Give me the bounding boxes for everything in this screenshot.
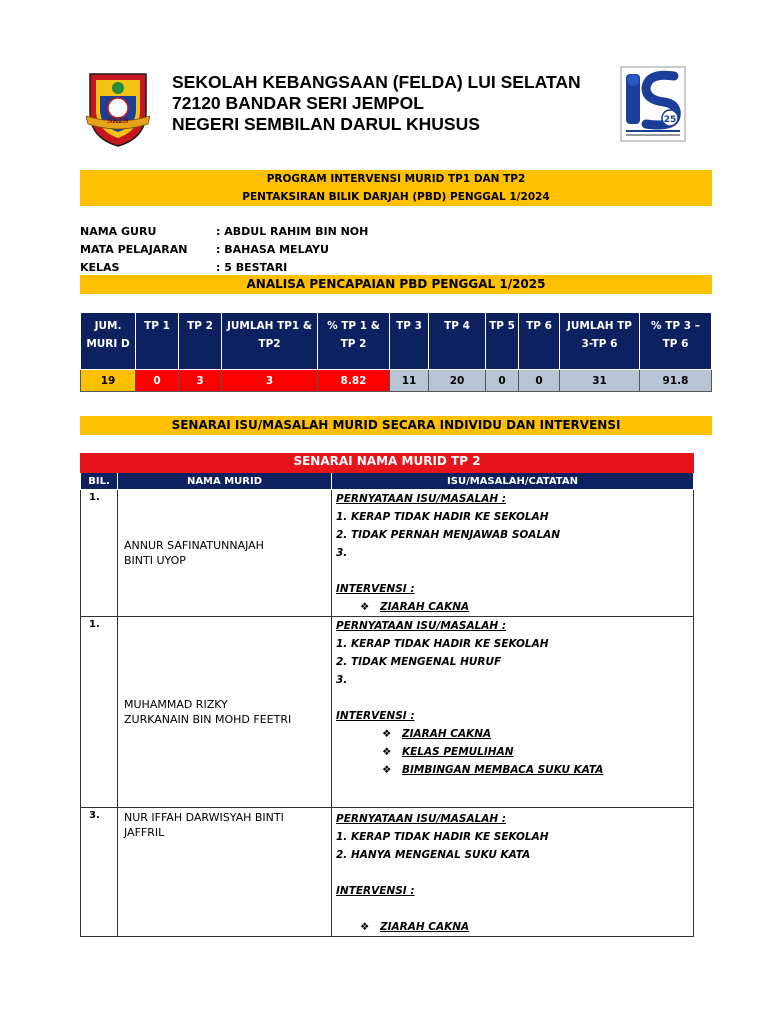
header-jum-murid: JUM. MURI D xyxy=(81,313,136,370)
student-name-line1: ANNUR SAFINATUNNAJAH xyxy=(124,539,264,552)
value-jumlah-tp3-tp6: 31 xyxy=(560,370,640,392)
value-percent-tp3-tp6: 91.8 xyxy=(640,370,712,392)
diamond-bullet-icon: ❖ xyxy=(360,921,370,933)
intervention-item xyxy=(336,725,693,743)
header-tp4: TP 4 xyxy=(429,313,486,370)
program-banner xyxy=(80,170,712,206)
value-percent-tp1-tp2: 8.82 xyxy=(318,370,390,392)
class-value: : 5 BESTARI xyxy=(216,261,288,274)
issue-heading: PERNYATAAN ISU/MASALAH : xyxy=(336,493,507,505)
header-tp2: TP 2 xyxy=(179,313,222,370)
crest-text: SKLS xyxy=(107,116,129,125)
diamond-bullet-icon: ❖ xyxy=(382,728,392,740)
program-subtitle: PENTAKSIRAN BILIK DARJAH (PBD) PENGGAL 1/2024 xyxy=(242,191,550,203)
student-table-header-row xyxy=(81,473,694,490)
table-row xyxy=(81,808,694,937)
spacer xyxy=(336,900,693,918)
intervention-text: ZIARAH CAKNA xyxy=(380,601,470,613)
spacer xyxy=(336,689,693,707)
school-crest-icon xyxy=(86,68,150,148)
student-table xyxy=(80,453,694,937)
intervention-text: ZIARAH CAKNA xyxy=(380,921,470,933)
value-tp4: 20 xyxy=(429,370,486,392)
row-bil: 1. xyxy=(81,490,118,617)
value-tp1: 0 xyxy=(136,370,179,392)
intervention-item xyxy=(336,761,693,779)
school-address-line: 72120 BANDAR SERI JEMPOL xyxy=(172,93,424,113)
issue-item: 1. KERAP TIDAK HADIR KE SEKOLAH xyxy=(336,638,549,650)
student-issues xyxy=(332,490,694,617)
issue-item: 2. HANYA MENGENAL SUKU KATA xyxy=(336,849,531,861)
student-table-title: SENARAI NAMA MURID TP 2 xyxy=(81,454,694,473)
subject-label: MATA PELAJARAN xyxy=(80,243,188,256)
student-issues xyxy=(332,617,694,808)
value-tp2: 3 xyxy=(179,370,222,392)
header-nama-murid: NAMA MURID xyxy=(118,473,332,490)
issue-item: 1. KERAP TIDAK HADIR KE SEKOLAH xyxy=(336,831,549,843)
header-tp1: TP 1 xyxy=(136,313,179,370)
teacher-value: : ABDUL RAHIM BIN NOH xyxy=(216,225,369,238)
student-name xyxy=(118,490,332,617)
issue-item: 1. KERAP TIDAK HADIR KE SEKOLAH xyxy=(336,511,549,523)
school-name xyxy=(172,72,581,135)
header-tp5: TP 5 xyxy=(486,313,519,370)
student-name-line2: JAFFRIL xyxy=(124,826,165,839)
spacer xyxy=(336,562,693,580)
school-name-line1: SEKOLAH KEBANGSAAN (FELDA) LUI SELATAN xyxy=(172,72,581,92)
teacher-row xyxy=(80,223,368,241)
class-info xyxy=(80,223,368,277)
student-name-line2: BINTI UYOP xyxy=(124,554,186,567)
header-bil: BIL. xyxy=(81,473,118,490)
issue-item: 2. TIDAK MENGENAL HURUF xyxy=(336,656,502,668)
intervention-heading: INTERVENSI : xyxy=(336,710,415,722)
issue-heading: PERNYATAAN ISU/MASALAH : xyxy=(336,620,507,632)
achievement-header-row xyxy=(81,313,712,370)
achievement-table xyxy=(80,312,712,392)
value-jumlah-tp1-tp2: 3 xyxy=(222,370,318,392)
value-tp3: 11 xyxy=(390,370,429,392)
issue-item: 3. xyxy=(336,547,348,559)
student-name xyxy=(118,617,332,808)
diamond-bullet-icon: ❖ xyxy=(360,601,370,613)
diamond-bullet-icon: ❖ xyxy=(382,764,392,776)
student-name xyxy=(118,808,332,937)
intervention-item xyxy=(336,598,693,616)
intervention-text: BIMBINGAN MEMBACA SUKU KATA xyxy=(402,764,604,776)
intervention-item xyxy=(336,918,693,936)
issue-item: 2. TIDAK PERNAH MENJAWAB SOALAN xyxy=(336,529,561,541)
table-row xyxy=(81,617,694,808)
spacer xyxy=(336,864,693,882)
value-tp5: 0 xyxy=(486,370,519,392)
issue-heading: PERNYATAAN ISU/MASALAH : xyxy=(336,813,507,825)
intervention-text: KELAS PEMULIHAN xyxy=(402,746,514,758)
analysis-title: ANALISA PENCAPAIAN PBD PENGGAL 1/2025 xyxy=(80,275,712,294)
value-tp6: 0 xyxy=(519,370,560,392)
letterhead xyxy=(80,66,710,146)
ministry-logo-icon xyxy=(620,66,686,142)
teacher-label: NAMA GURU xyxy=(80,225,157,238)
issue-item: 3. xyxy=(336,674,348,686)
program-title: PROGRAM INTERVENSI MURID TP1 DAN TP2 xyxy=(266,173,526,185)
diamond-bullet-icon: ❖ xyxy=(382,746,392,758)
achievement-value-row xyxy=(81,370,712,392)
class-label: KELAS xyxy=(80,261,120,274)
student-issues xyxy=(332,808,694,937)
student-name-line1: MUHAMMAD RIZKY xyxy=(124,698,228,711)
subject-value: : BAHASA MELAYU xyxy=(216,243,329,256)
student-table-title-row xyxy=(81,454,694,473)
intervention-heading: INTERVENSI : xyxy=(336,885,415,897)
header-isu-masalah: ISU/MASALAH/CATATAN xyxy=(332,473,694,490)
intervention-text: ZIARAH CAKNA xyxy=(402,728,492,740)
header-jumlah-tp3-tp6: JUMLAH TP 3-TP 6 xyxy=(560,313,640,370)
header-percent-tp1-tp2: % TP 1 & TP 2 xyxy=(318,313,390,370)
header-tp3: TP 3 xyxy=(390,313,429,370)
header-percent-tp3-tp6: % TP 3 – TP 6 xyxy=(640,313,712,370)
row-bil: 3. xyxy=(81,808,118,937)
header-tp6: TP 6 xyxy=(519,313,560,370)
subject-row xyxy=(80,241,368,259)
table-row xyxy=(81,490,694,617)
intervention-heading: INTERVENSI : xyxy=(336,583,415,595)
value-jum-murid: 19 xyxy=(81,370,136,392)
student-name-line1: NUR IFFAH DARWISYAH BINTI xyxy=(124,811,284,824)
intervention-item xyxy=(336,743,693,761)
badge-text: 25 xyxy=(663,115,677,125)
student-name-line2: ZURKANAIN BIN MOHD FEETRI xyxy=(124,713,292,726)
school-state-line: NEGERI SEMBILAN DARUL KHUSUS xyxy=(172,114,480,134)
header-jumlah-tp1-tp2: JUMLAH TP1 & TP2 xyxy=(222,313,318,370)
row-bil: 1. xyxy=(81,617,118,808)
issues-title: SENARAI ISU/MASALAH MURID SECARA INDIVIDU DAN INTERVENSI xyxy=(80,416,712,435)
